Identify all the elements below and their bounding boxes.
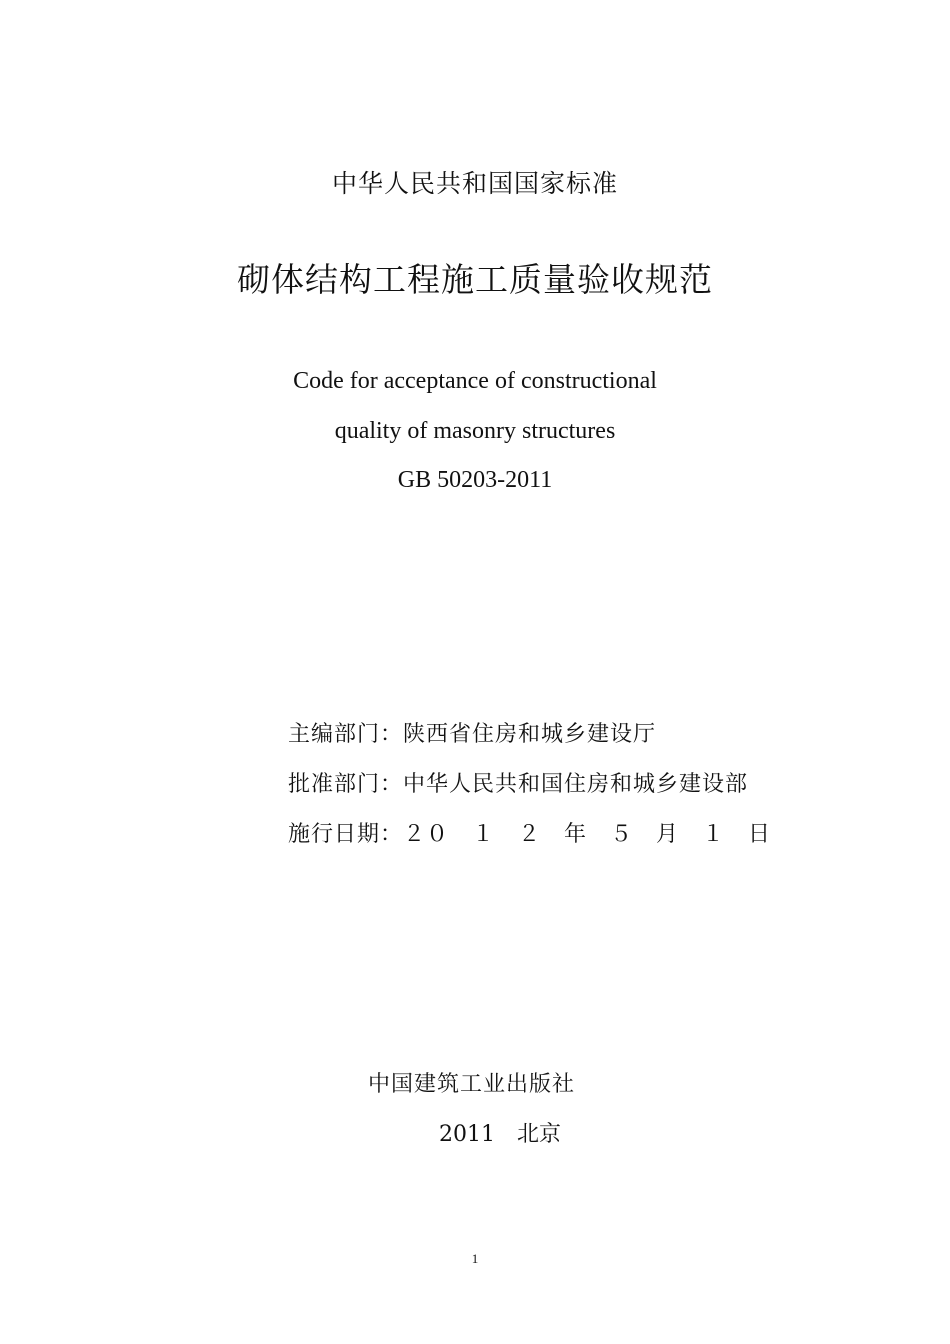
- editor-department-value: 陕西省住房和城乡建设厅: [403, 722, 657, 747]
- editor-department-label: 主编部门：: [288, 722, 404, 747]
- effective-date-value: ２０ １ ２ 年 ５ 月 １ 日: [403, 822, 772, 847]
- effective-date-label: 施行日期：: [288, 822, 404, 847]
- approver-department-value: 中华人民共和国住房和城乡建设部: [403, 772, 749, 797]
- document-title-english-line-1: Code for acceptance of constructional: [293, 368, 657, 394]
- publisher-name: 中国建筑工业出版社: [368, 1072, 576, 1097]
- document-title-english-line-2: quality of masonry structures: [334, 418, 616, 444]
- standard-code: GB 50203-2011: [397, 467, 553, 493]
- approver-department-row: [288, 767, 748, 798]
- page-number: 1: [471, 1251, 479, 1266]
- editor-department-row: [288, 717, 656, 748]
- publication-year-city: 2011 北京: [439, 1122, 561, 1147]
- national-standard-heading: 中华人民共和国国家标准: [331, 169, 618, 198]
- document-title-chinese: 砌体结构工程施工质量验收规范: [237, 260, 713, 299]
- approver-department-label: 批准部门：: [288, 772, 404, 797]
- effective-date-row: [288, 817, 771, 848]
